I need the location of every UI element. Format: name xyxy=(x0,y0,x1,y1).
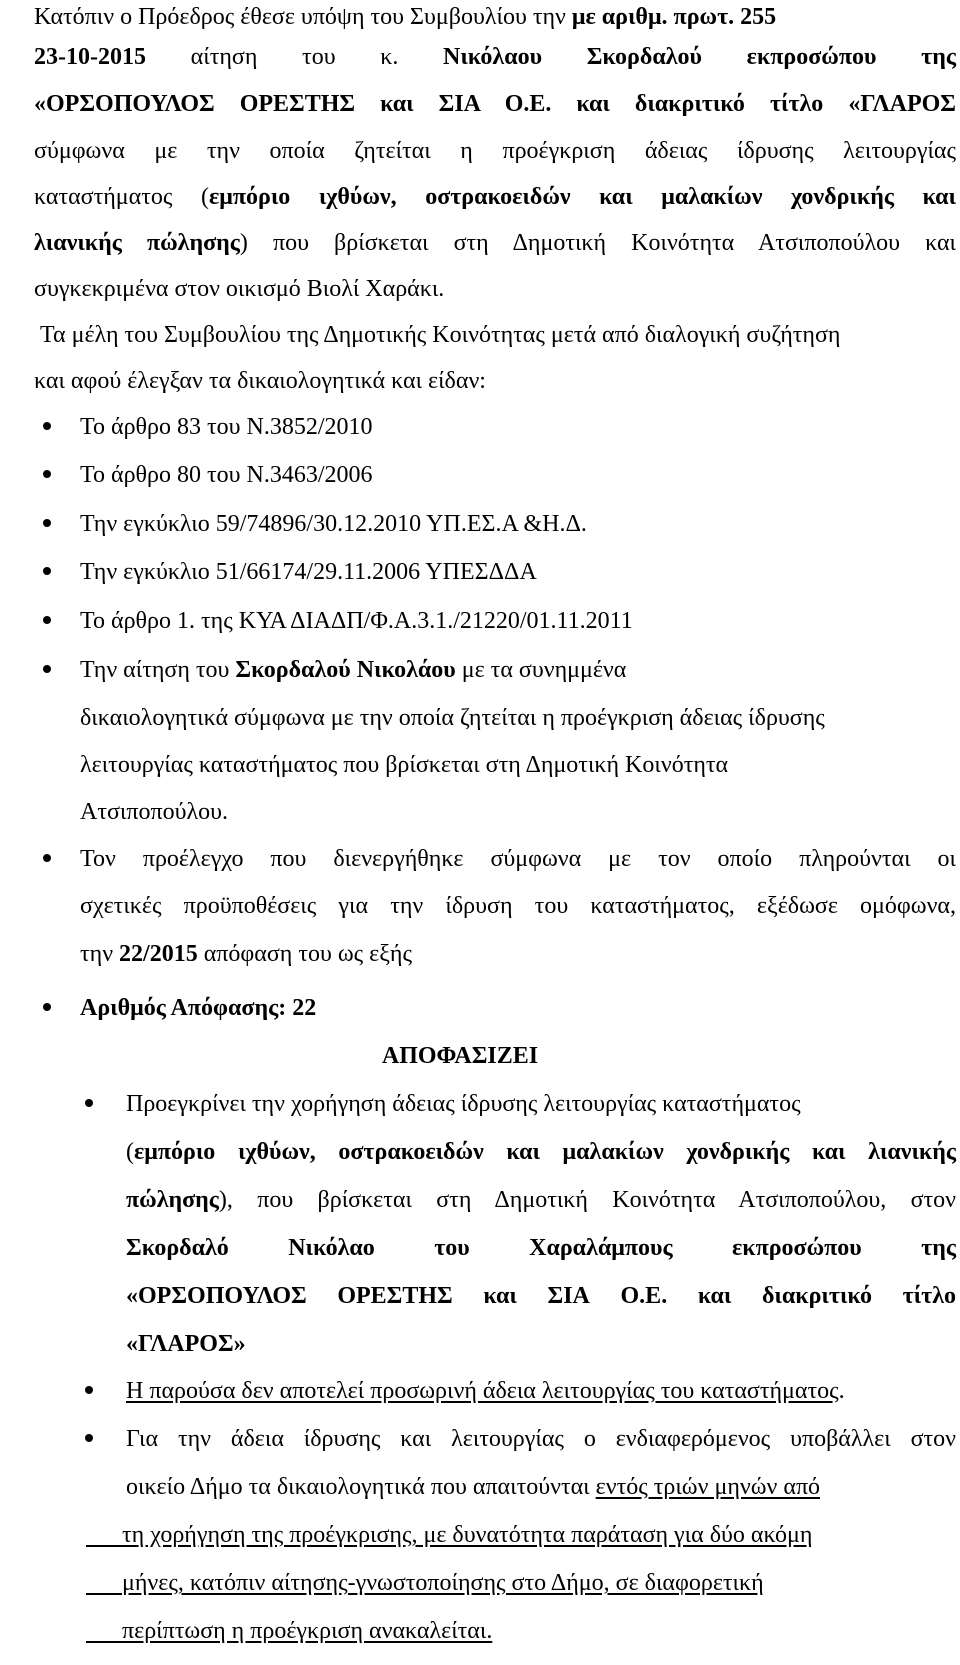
bullet-icon xyxy=(43,854,51,862)
approve-word: και xyxy=(483,1283,517,1309)
approve-word: διακριτικό xyxy=(761,1283,872,1309)
control-line-2 xyxy=(80,891,956,921)
not-operating-text: Η παρούσα δεν αποτελεί προσωρινή άδεια λειτουργίας του καταστήματος xyxy=(126,1378,839,1404)
approve-line-6 xyxy=(126,1329,246,1359)
decides-text: ΑΠΟΦΑΣΙΖΕΙ xyxy=(381,1043,539,1069)
deadline-underlined xyxy=(86,1522,812,1548)
approve-word: και xyxy=(697,1283,732,1309)
approve-word: τίτλο xyxy=(902,1283,956,1309)
intro-line-3 xyxy=(34,89,956,119)
approve-word: του xyxy=(434,1235,470,1261)
application-text: Ατσιποπούλου. xyxy=(80,799,229,825)
control-text: την xyxy=(80,941,120,967)
applicant-first-name: Νικόλαου xyxy=(443,44,543,70)
considered-text: Την εγκύκλιο 59/74896/30.12.2010 ΥΠ.ΕΣ.Α &Η.Δ. xyxy=(80,511,587,537)
deadline-line-1 xyxy=(126,1424,956,1454)
decision-number xyxy=(80,993,316,1023)
intro-line-7 xyxy=(34,274,444,304)
considered-item xyxy=(80,460,373,490)
members-text: Τα μέλη του Συμβουλίου της Δημοτικής Κοινότητας μετά από διαλογική συζήτηση xyxy=(40,322,841,348)
application-date: 23-10-2015 xyxy=(34,44,146,70)
application-text: λειτουργίας καταστήματος που βρίσκεται στη Δημοτική Κοινότητα xyxy=(80,752,729,778)
deadline-text: Για την άδεια ίδρυσης και λειτουργίας ο ενδιαφερόμενος υποβάλλει στον xyxy=(126,1426,956,1452)
applicant-name: Σκορδαλού Νικολάου xyxy=(235,657,456,683)
considered-text: Το άρθρο 83 του Ν.3852/2010 xyxy=(80,414,373,440)
protocol-number: με αριθμ. πρωτ. 255 xyxy=(571,4,777,30)
bullet-icon xyxy=(85,1434,93,1442)
approve-word: της xyxy=(921,1235,956,1261)
application-text: Την αίτηση του xyxy=(80,657,236,683)
not-operating-note xyxy=(126,1376,845,1406)
deadline-line-3 xyxy=(86,1520,812,1550)
members-text: και αφού έλεγξαν τα δικαιολογητικά και είδαν: xyxy=(34,368,486,394)
bullet-icon xyxy=(43,1003,51,1011)
bullet-icon xyxy=(43,665,51,673)
control-line-1 xyxy=(80,844,956,874)
considered-item xyxy=(80,412,373,442)
approve-word: Νικόλαο xyxy=(288,1235,375,1261)
deadline-line-5 xyxy=(86,1616,492,1646)
intro-text: ) που βρίσκεται στη Δημοτική Κοινότητα Ατσιποπούλου και xyxy=(239,230,956,256)
application-text: με τα συνημμένα xyxy=(455,657,627,683)
intro-line-4 xyxy=(34,136,956,166)
deadline-underlined: εντός τριών μηνών από xyxy=(595,1474,821,1500)
application-line-2 xyxy=(80,703,825,733)
bullet-icon xyxy=(85,1099,93,1107)
bullet-icon xyxy=(43,616,51,624)
intro-word: του xyxy=(302,44,336,70)
members-line-2 xyxy=(34,366,486,396)
bullet-icon xyxy=(85,1386,93,1394)
bullet-icon xyxy=(43,519,51,527)
intro-line-1 xyxy=(34,2,776,32)
approve-word: εκπροσώπου xyxy=(731,1235,862,1261)
applicant-last-name: Σκορδαλού xyxy=(586,44,702,70)
application-line-3 xyxy=(80,750,728,780)
members-line-1 xyxy=(40,320,840,350)
approve-word: Ο.Ε. xyxy=(620,1283,668,1309)
approve-word: «ΟΡΣΟΠΟΥΛΟΣ xyxy=(126,1283,307,1309)
deadline-underlined-text: περίπτωση η προέγκριση ανακαλείται. xyxy=(122,1618,493,1644)
approve-word: ΟΡΕΣΤΗΣ xyxy=(337,1283,453,1309)
decision-number-text: Αριθμός Απόφασης: 22 xyxy=(80,995,317,1021)
business-activity: πώλησης xyxy=(126,1187,219,1213)
considered-text: Το άρθρο 80 του Ν.3463/2006 xyxy=(80,462,373,488)
business-activity: εμπόριο ιχθύων, οστρακοειδών και μαλακίων χονδρικής και λιανικής xyxy=(134,1139,956,1165)
application-line-4 xyxy=(80,797,228,827)
control-text: Τον προέλεγχο που διενεργήθηκε σύμφωνα με τον οποίο πληρούνται οι xyxy=(80,846,956,872)
decision-reference: 22/2015 xyxy=(119,941,198,967)
control-text: απόφαση του ως εξής xyxy=(197,941,412,967)
business-activity: εμπόριο ιχθύων, οστρακοειδών και μαλακίων χονδρικής και xyxy=(208,184,956,210)
approve-word: Σκορδαλό xyxy=(126,1235,229,1261)
approve-line-2 xyxy=(126,1137,956,1167)
approve-line-3 xyxy=(126,1185,956,1215)
deadline-underlined xyxy=(86,1618,492,1644)
bullet-icon xyxy=(43,422,51,430)
not-operating-end: . xyxy=(838,1378,845,1404)
approve-text: ( xyxy=(126,1139,134,1165)
intro-word: εκπροσώπου xyxy=(746,44,877,70)
intro-text: Κατόπιν ο Πρόεδρος έθεσε υπόψη του Συμβουλίου την xyxy=(34,4,572,30)
approve-text: ), που βρίσκεται στη Δημοτική Κοινότητα Ατσιποπούλου, στον xyxy=(218,1187,956,1213)
intro-text: καταστήματος ( xyxy=(34,184,209,210)
considered-text: Την εγκύκλιο 51/66174/29.11.2006 ΥΠΕΣΔΔΑ xyxy=(80,559,537,585)
intro-text: συγκεκριμένα στον οικισμό Βιολί Χαράκι. xyxy=(34,276,445,302)
deadline-underlined xyxy=(86,1570,764,1596)
considered-item xyxy=(80,557,537,587)
considered-item xyxy=(80,509,587,539)
intro-word: αίτηση xyxy=(190,44,258,70)
approve-word: ΣΙΑ xyxy=(547,1283,590,1309)
approve-text: Προεγκρίνει την χορήγηση άδειας ίδρυσης λειτουργίας καταστήματος xyxy=(126,1091,801,1117)
bullet-icon xyxy=(43,470,51,478)
approve-line-1 xyxy=(126,1089,801,1119)
business-activity: λιανικής πώλησης xyxy=(34,230,240,256)
brand-title: «ΓΛΑΡΟΣ» xyxy=(126,1331,246,1357)
considered-item xyxy=(80,606,633,636)
intro-line-5 xyxy=(34,182,956,212)
bullet-icon xyxy=(43,567,51,575)
deadline-text: οικείο Δήμο τα δικαιολογητικά που απαιτούνται xyxy=(126,1474,596,1500)
deadline-line-4 xyxy=(86,1568,764,1598)
approve-line-5 xyxy=(126,1281,956,1311)
deadline-underlined-text: τη χορήγηση της προέγκρισης, με δυνατότητα παράταση για δύο ακόμη xyxy=(122,1522,813,1548)
intro-text: σύμφωνα με την οποία ζητείται η προέγκριση άδειας ίδρυσης λειτουργίας xyxy=(34,138,956,164)
deadline-underlined-text: μήνες, κατόπιν αίτησης-γνωστοποίησης στο Δήμο, σε διαφορετική xyxy=(122,1570,764,1596)
control-text: σχετικές προϋποθέσεις για την ίδρυση του καταστήματος, εξέδωσε ομόφωνα, xyxy=(80,893,956,919)
approve-line-4 xyxy=(126,1233,956,1263)
decides-heading xyxy=(0,1041,920,1071)
intro-line-2 xyxy=(34,42,956,72)
intro-word: κ. xyxy=(380,44,399,70)
intro-word: της xyxy=(921,44,956,70)
application-text: δικαιολογητικά σύμφωνα με την οποία ζητείται η προέγκριση άδειας ίδρυσης xyxy=(80,705,825,731)
deadline-line-2 xyxy=(126,1472,820,1502)
intro-line-6 xyxy=(34,228,956,258)
approve-word: Χαραλάμπους xyxy=(529,1235,673,1261)
control-line-3 xyxy=(80,939,412,969)
considered-text: Το άρθρο 1. της ΚΥΑ ΔΙΑΔΠ/Φ.Α.3.1./21220/01.11.2011 xyxy=(80,608,633,634)
application-line-1 xyxy=(80,655,626,685)
company-name: «ΟΡΣΟΠΟΥΛΟΣ ΟΡΕΣΤΗΣ και ΣΙΑ Ο.Ε. και διακριτικό τίτλο «ΓΛΑΡΟΣ xyxy=(34,91,956,117)
